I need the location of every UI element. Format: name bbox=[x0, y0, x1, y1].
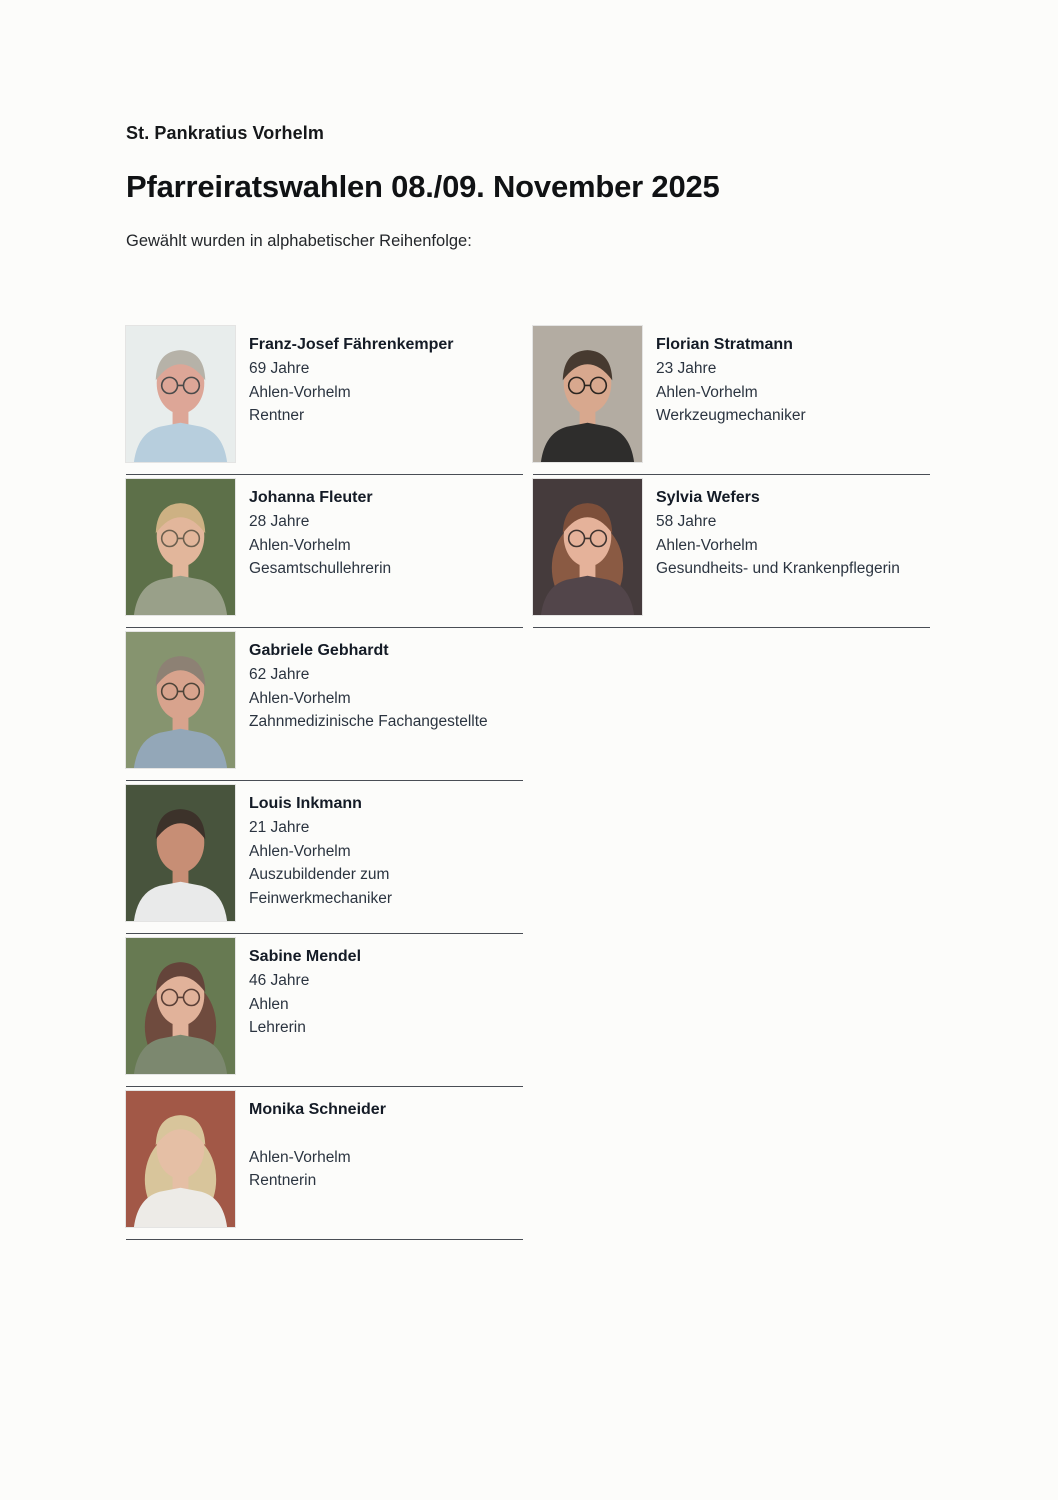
candidate-info bbox=[656, 326, 806, 474]
candidate-place: Ahlen-Vorhelm bbox=[656, 536, 758, 554]
candidate-place: Ahlen-Vorhelm bbox=[249, 1148, 351, 1166]
candidate-profession: Auszubildender zum bbox=[249, 866, 390, 883]
candidate-card bbox=[126, 1087, 523, 1240]
candidate-photo bbox=[126, 479, 235, 615]
candidate-photo bbox=[533, 326, 642, 462]
candidate-card bbox=[533, 322, 930, 475]
candidate-photo bbox=[126, 632, 235, 768]
candidate-profession-line2: Feinwerkmechaniker bbox=[249, 889, 392, 907]
candidate-card bbox=[126, 934, 523, 1087]
portrait-placeholder-icon bbox=[126, 938, 235, 1074]
candidate-name: Johanna Fleuter bbox=[249, 489, 373, 506]
left-column bbox=[126, 322, 523, 1240]
subtitle: Gewählt wurden in alphabetischer Reihenfolge: bbox=[126, 232, 472, 250]
portrait-placeholder-icon bbox=[533, 326, 642, 462]
candidate-card bbox=[126, 628, 523, 781]
candidate-profession: Werkzeugmechaniker bbox=[656, 407, 806, 424]
candidate-info bbox=[249, 1091, 386, 1239]
candidate-profession: Rentnerin bbox=[249, 1172, 317, 1189]
candidate-info bbox=[249, 938, 361, 1086]
page-title: Pfarreiratswahlen 08./09. November 2025 bbox=[126, 169, 720, 204]
candidate-place: Ahlen-Vorhelm bbox=[249, 383, 351, 401]
portrait-placeholder-icon bbox=[126, 479, 235, 615]
candidate-profession: Zahnmedizinische Fachangestellte bbox=[249, 713, 488, 730]
candidate-place: Ahlen bbox=[249, 995, 289, 1013]
candidate-age: 46 Jahre bbox=[249, 972, 310, 989]
candidate-profession: Gesundheits- und Krankenpflegerin bbox=[656, 560, 900, 577]
candidate-age: 58 Jahre bbox=[656, 513, 717, 530]
candidate-name: Franz-Josef Fährenkemper bbox=[249, 336, 454, 353]
candidate-info bbox=[656, 479, 900, 627]
candidate-name: Monika Schneider bbox=[249, 1101, 386, 1118]
candidate-age: 23 Jahre bbox=[656, 360, 717, 377]
candidate-age: 21 Jahre bbox=[249, 819, 310, 836]
candidate-card bbox=[126, 475, 523, 628]
candidate-name: Sabine Mendel bbox=[249, 948, 362, 965]
candidate-photo bbox=[126, 938, 235, 1074]
candidate-photo bbox=[126, 1091, 235, 1227]
candidate-age bbox=[249, 1122, 386, 1146]
candidate-info bbox=[249, 785, 392, 933]
candidate-place: Ahlen-Vorhelm bbox=[249, 536, 351, 554]
candidate-grid bbox=[126, 322, 930, 1240]
candidate-info bbox=[249, 632, 488, 780]
portrait-placeholder-icon bbox=[126, 632, 235, 768]
candidate-age: 62 Jahre bbox=[249, 666, 310, 683]
candidate-place: Ahlen-Vorhelm bbox=[249, 842, 351, 860]
candidate-card bbox=[533, 475, 930, 628]
candidate-photo bbox=[126, 785, 235, 921]
candidate-info bbox=[249, 326, 454, 474]
right-column bbox=[533, 322, 930, 1240]
candidate-card bbox=[126, 781, 523, 934]
candidate-name: Gabriele Gebhardt bbox=[249, 642, 389, 659]
candidate-profession: Lehrerin bbox=[249, 1019, 306, 1036]
candidate-name: Louis Inkmann bbox=[249, 795, 362, 812]
document-header bbox=[126, 122, 946, 252]
candidate-name: Sylvia Wefers bbox=[656, 489, 760, 506]
org-name: St. Pankratius Vorhelm bbox=[126, 123, 324, 143]
candidate-profession: Gesamtschullehrerin bbox=[249, 560, 392, 577]
candidate-card bbox=[126, 322, 523, 475]
candidate-age: 28 Jahre bbox=[249, 513, 310, 530]
portrait-placeholder-icon bbox=[126, 326, 235, 462]
candidate-photo bbox=[533, 479, 642, 615]
portrait-placeholder-icon bbox=[126, 785, 235, 921]
candidate-name: Florian Stratmann bbox=[656, 336, 793, 353]
portrait-placeholder-icon bbox=[126, 1091, 235, 1227]
candidate-info bbox=[249, 479, 391, 627]
candidate-profession: Rentner bbox=[249, 407, 305, 424]
candidate-photo bbox=[126, 326, 235, 462]
candidate-place: Ahlen-Vorhelm bbox=[656, 383, 758, 401]
candidate-age: 69 Jahre bbox=[249, 360, 310, 377]
portrait-placeholder-icon bbox=[533, 479, 642, 615]
candidate-place: Ahlen-Vorhelm bbox=[249, 689, 351, 707]
